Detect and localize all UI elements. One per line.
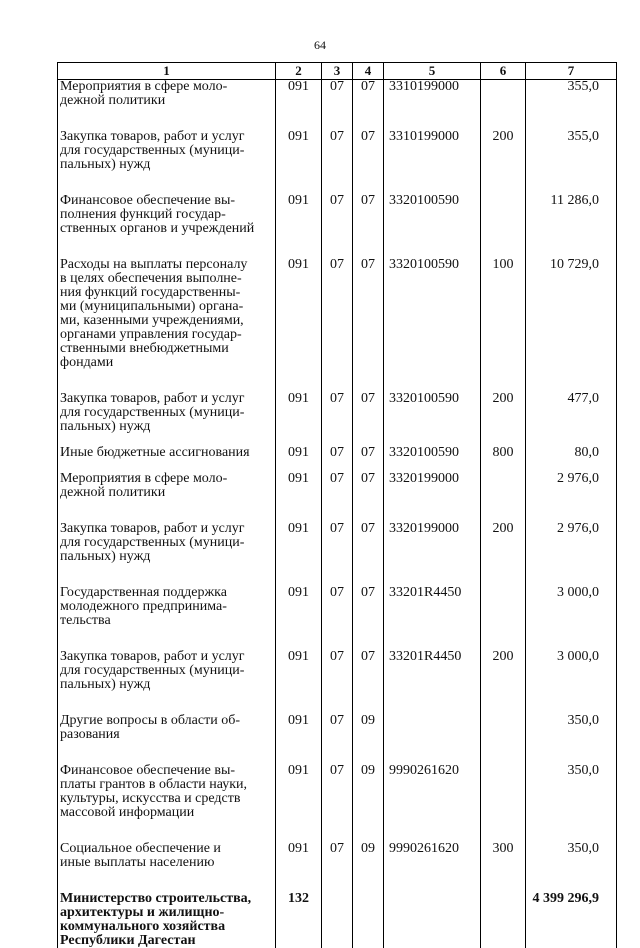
description-line: культуры, искусства и средств: [60, 791, 240, 806]
description-line: коммунального хозяйства: [60, 919, 225, 934]
spacer-cell: [526, 692, 617, 714]
row-cell-2: 091: [276, 472, 322, 500]
row-cell-6: 800: [481, 446, 526, 460]
spacer-cell: [58, 172, 276, 194]
row-cell-4: 07: [353, 194, 384, 236]
spacer-cell: [353, 172, 384, 194]
row-cell-4: 07: [353, 586, 384, 628]
table-row: [58, 586, 617, 628]
row-cell-7: 355,0: [526, 130, 617, 172]
table-row: [58, 650, 617, 692]
description-line: Государственная поддержка: [60, 585, 227, 600]
row-cell-4: 09: [353, 842, 384, 870]
spacer-cell: [526, 500, 617, 522]
spacer-cell: [276, 236, 322, 258]
row-cell-7: 350,0: [526, 842, 617, 870]
row-cell-7: 10 729,0: [526, 258, 617, 370]
row-description: [58, 80, 276, 109]
spacer-cell: [526, 370, 617, 392]
spacer-cell: [526, 564, 617, 586]
spacer-cell: [526, 236, 617, 258]
header-row: [58, 63, 617, 80]
column-header-6: 6: [481, 63, 526, 80]
row-cell-3: 07: [322, 522, 353, 564]
page-number: 64: [0, 38, 640, 53]
row-cell-4: [353, 892, 384, 948]
spacer-cell: [322, 870, 353, 892]
spacer-cell: [526, 172, 617, 194]
row-cell-6: [481, 80, 526, 109]
spacer-cell: [526, 820, 617, 842]
row-cell-3: [322, 892, 353, 948]
row-cell-5: 33201R4450: [384, 650, 481, 692]
spacer-cell: [58, 500, 276, 522]
description-line: полнения функций государ-: [60, 207, 226, 222]
table-row: [58, 258, 617, 370]
spacer-cell: [276, 742, 322, 764]
row-cell-3: 07: [322, 764, 353, 820]
description-line: архитектуры и жилищно-: [60, 905, 224, 920]
description-line: в целях обеспечения выполне-: [60, 271, 242, 286]
description-line: Закупка товаров, работ и услуг: [60, 649, 245, 664]
column-header-3: 3: [322, 63, 353, 80]
spacer-cell: [276, 820, 322, 842]
row-cell-5: 9990261620: [384, 842, 481, 870]
description-line: пальных) нужд: [60, 549, 150, 564]
row-cell-2: 091: [276, 842, 322, 870]
row-cell-2: 132: [276, 892, 322, 948]
row-cell-6: 200: [481, 650, 526, 692]
table-row: [58, 892, 617, 948]
row-cell-4: 07: [353, 392, 384, 434]
description-line: пальных) нужд: [60, 677, 150, 692]
spacer-cell: [526, 870, 617, 892]
row-spacer: [58, 500, 617, 522]
table-row: [58, 714, 617, 742]
row-spacer: [58, 628, 617, 650]
spacer-cell: [384, 692, 481, 714]
spacer-cell: [58, 564, 276, 586]
row-cell-4: 07: [353, 522, 384, 564]
description-line: Мероприятия в сфере моло-: [60, 79, 227, 94]
description-line: Финансовое обеспечение вы-: [60, 193, 235, 208]
spacer-cell: [353, 628, 384, 650]
spacer-cell: [526, 628, 617, 650]
row-cell-7: 355,0: [526, 80, 617, 109]
row-cell-2: 091: [276, 194, 322, 236]
description-line: Закупка товаров, работ и услуг: [60, 129, 245, 144]
description-line: молодежного предпринима-: [60, 599, 227, 614]
column-header-7: 7: [526, 63, 617, 80]
row-cell-6: 200: [481, 522, 526, 564]
description-line: Социальное обеспечение и: [60, 841, 221, 856]
row-cell-3: 07: [322, 842, 353, 870]
spacer-cell: [58, 108, 276, 130]
spacer-cell: [481, 370, 526, 392]
column-header-1: 1: [58, 63, 276, 80]
description-line: ми, казенными учреждениями,: [60, 313, 244, 328]
row-description: [58, 714, 276, 742]
description-line: Закупка товаров, работ и услуг: [60, 521, 245, 536]
description-line: тельства: [60, 613, 111, 628]
row-cell-3: 07: [322, 258, 353, 370]
row-cell-2: 091: [276, 586, 322, 628]
row-cell-4: 07: [353, 472, 384, 500]
spacer-cell: [276, 628, 322, 650]
spacer-cell: [481, 564, 526, 586]
row-cell-4: 09: [353, 764, 384, 820]
row-cell-5: 3320199000: [384, 522, 481, 564]
row-cell-5: [384, 714, 481, 742]
description-line: органами управления государ-: [60, 327, 242, 342]
row-cell-2: 091: [276, 764, 322, 820]
row-cell-2: 091: [276, 130, 322, 172]
description-line: Министерство строительства,: [60, 891, 251, 906]
row-cell-5: 9990261620: [384, 764, 481, 820]
description-line: дежной политики: [60, 93, 165, 108]
row-cell-3: 07: [322, 650, 353, 692]
description-line: платы грантов в области науки,: [60, 777, 247, 792]
description-line: ственными внебюджетными: [60, 341, 229, 356]
spacer-cell: [353, 236, 384, 258]
spacer-cell: [322, 628, 353, 650]
description-line: пальных) нужд: [60, 419, 150, 434]
spacer-cell: [384, 236, 481, 258]
spacer-cell: [481, 500, 526, 522]
row-cell-6: 100: [481, 258, 526, 370]
table-row: [58, 522, 617, 564]
spacer-cell: [384, 742, 481, 764]
row-cell-7: 3 000,0: [526, 586, 617, 628]
row-description: [58, 892, 276, 948]
spacer-cell: [384, 564, 481, 586]
spacer-cell: [276, 108, 322, 130]
row-cell-2: 091: [276, 714, 322, 742]
row-description: [58, 392, 276, 434]
row-description: [58, 472, 276, 500]
row-cell-5: 3320199000: [384, 472, 481, 500]
description-line: Республики Дагестан: [60, 933, 196, 948]
row-cell-5: 3310199000: [384, 130, 481, 172]
spacer-cell: [526, 434, 617, 446]
row-cell-2: 091: [276, 446, 322, 460]
row-spacer: [58, 564, 617, 586]
description-line: для государственных (муници-: [60, 663, 244, 678]
row-spacer: [58, 108, 617, 130]
row-cell-3: 07: [322, 714, 353, 742]
spacer-cell: [481, 870, 526, 892]
row-cell-3: 07: [322, 472, 353, 500]
spacer-cell: [384, 172, 481, 194]
spacer-cell: [322, 820, 353, 842]
spacer-cell: [58, 692, 276, 714]
spacer-cell: [353, 820, 384, 842]
row-spacer: [58, 370, 617, 392]
row-cell-2: 091: [276, 392, 322, 434]
description-line: ния функций государственны-: [60, 285, 240, 300]
spacer-cell: [58, 236, 276, 258]
description-line: Другие вопросы в области об-: [60, 713, 240, 728]
table-row: [58, 80, 617, 109]
row-description: [58, 586, 276, 628]
description-line: разования: [60, 727, 120, 742]
spacer-cell: [384, 500, 481, 522]
description-line: Иные бюджетные ассигнования: [60, 445, 250, 460]
column-header-5: 5: [384, 63, 481, 80]
row-cell-3: 07: [322, 194, 353, 236]
row-cell-2: 091: [276, 80, 322, 109]
row-cell-4: 07: [353, 258, 384, 370]
column-header-2: 2: [276, 63, 322, 80]
description-line: ми (муниципальными) органа-: [60, 299, 243, 314]
spacer-cell: [322, 500, 353, 522]
table-body: [58, 80, 617, 948]
spacer-cell: [384, 108, 481, 130]
row-cell-7: 350,0: [526, 764, 617, 820]
row-cell-5: 3310199000: [384, 80, 481, 109]
row-cell-5: [384, 892, 481, 948]
row-description: [58, 522, 276, 564]
row-cell-3: 07: [322, 392, 353, 434]
row-cell-7: 2 976,0: [526, 522, 617, 564]
spacer-cell: [481, 628, 526, 650]
spacer-cell: [276, 870, 322, 892]
spacer-cell: [276, 172, 322, 194]
table-row: [58, 194, 617, 236]
row-cell-5: 3320100590: [384, 392, 481, 434]
spacer-cell: [353, 870, 384, 892]
row-cell-7: 477,0: [526, 392, 617, 434]
row-cell-3: 07: [322, 80, 353, 109]
row-cell-2: 091: [276, 522, 322, 564]
row-cell-4: 07: [353, 446, 384, 460]
table-row: [58, 842, 617, 870]
row-cell-4: 07: [353, 130, 384, 172]
description-line: массовой информации: [60, 805, 194, 820]
table-row: [58, 130, 617, 172]
row-cell-6: [481, 472, 526, 500]
row-cell-5: 3320100590: [384, 194, 481, 236]
row-spacer: [58, 870, 617, 892]
spacer-cell: [276, 564, 322, 586]
row-spacer: [58, 742, 617, 764]
spacer-cell: [481, 236, 526, 258]
row-spacer: [58, 172, 617, 194]
row-spacer: [58, 236, 617, 258]
description-line: Расходы на выплаты персоналу: [60, 257, 247, 272]
row-cell-6: 300: [481, 842, 526, 870]
row-description: [58, 764, 276, 820]
spacer-cell: [481, 460, 526, 472]
spacer-cell: [58, 820, 276, 842]
row-cell-3: 07: [322, 586, 353, 628]
table-row: [58, 392, 617, 434]
spacer-cell: [322, 172, 353, 194]
spacer-cell: [481, 108, 526, 130]
spacer-cell: [526, 742, 617, 764]
spacer-cell: [481, 820, 526, 842]
spacer-cell: [384, 370, 481, 392]
row-cell-2: 091: [276, 258, 322, 370]
row-cell-3: 07: [322, 130, 353, 172]
table-row: [58, 764, 617, 820]
row-cell-7: 80,0: [526, 446, 617, 460]
description-line: Финансовое обеспечение вы-: [60, 763, 235, 778]
row-cell-7: 4 399 296,9: [526, 892, 617, 948]
budget-table: [57, 62, 617, 948]
row-description: [58, 258, 276, 370]
row-cell-6: [481, 892, 526, 948]
row-cell-5: 3320100590: [384, 446, 481, 460]
description-line: пальных) нужд: [60, 157, 150, 172]
spacer-cell: [322, 692, 353, 714]
description-line: Мероприятия в сфере моло-: [60, 471, 227, 486]
row-description: [58, 650, 276, 692]
row-cell-4: 07: [353, 650, 384, 692]
row-cell-6: [481, 194, 526, 236]
row-description: [58, 842, 276, 870]
description-line: дежной политики: [60, 485, 165, 500]
spacer-cell: [276, 370, 322, 392]
spacer-cell: [58, 370, 276, 392]
spacer-cell: [384, 870, 481, 892]
spacer-cell: [58, 870, 276, 892]
description-line: фондами: [60, 355, 113, 370]
row-cell-4: 07: [353, 80, 384, 109]
spacer-cell: [322, 108, 353, 130]
description-line: для государственных (муници-: [60, 143, 244, 158]
row-description: [58, 446, 276, 460]
row-cell-7: 2 976,0: [526, 472, 617, 500]
spacer-cell: [58, 742, 276, 764]
row-spacer: [58, 820, 617, 842]
row-spacer: [58, 692, 617, 714]
row-cell-5: 3320100590: [384, 258, 481, 370]
spacer-cell: [353, 370, 384, 392]
row-cell-4: 09: [353, 714, 384, 742]
column-header-4: 4: [353, 63, 384, 80]
spacer-cell: [481, 692, 526, 714]
description-line: для государственных (муници-: [60, 535, 244, 550]
row-description: [58, 194, 276, 236]
description-line: ственных органов и учреждений: [60, 221, 254, 236]
row-cell-5: 33201R4450: [384, 586, 481, 628]
row-cell-6: [481, 764, 526, 820]
description-line: для государственных (муници-: [60, 405, 244, 420]
row-description: [58, 130, 276, 172]
spacer-cell: [322, 564, 353, 586]
spacer-cell: [481, 172, 526, 194]
spacer-cell: [384, 820, 481, 842]
spacer-cell: [322, 370, 353, 392]
row-cell-6: [481, 714, 526, 742]
spacer-cell: [384, 628, 481, 650]
row-cell-2: 091: [276, 650, 322, 692]
row-cell-7: 350,0: [526, 714, 617, 742]
spacer-cell: [276, 500, 322, 522]
row-cell-7: 3 000,0: [526, 650, 617, 692]
spacer-cell: [353, 500, 384, 522]
spacer-cell: [526, 108, 617, 130]
spacer-cell: [481, 742, 526, 764]
spacer-cell: [322, 742, 353, 764]
spacer-cell: [276, 692, 322, 714]
spacer-cell: [353, 742, 384, 764]
spacer-cell: [353, 564, 384, 586]
spacer-cell: [353, 692, 384, 714]
row-cell-6: [481, 586, 526, 628]
row-cell-3: 07: [322, 446, 353, 460]
table-row: [58, 472, 617, 500]
spacer-cell: [58, 628, 276, 650]
row-cell-7: 11 286,0: [526, 194, 617, 236]
row-cell-6: 200: [481, 130, 526, 172]
description-line: Закупка товаров, работ и услуг: [60, 391, 245, 406]
description-line: иные выплаты населению: [60, 855, 214, 870]
spacer-cell: [353, 108, 384, 130]
spacer-cell: [322, 236, 353, 258]
table-row: [58, 446, 617, 460]
row-cell-6: 200: [481, 392, 526, 434]
